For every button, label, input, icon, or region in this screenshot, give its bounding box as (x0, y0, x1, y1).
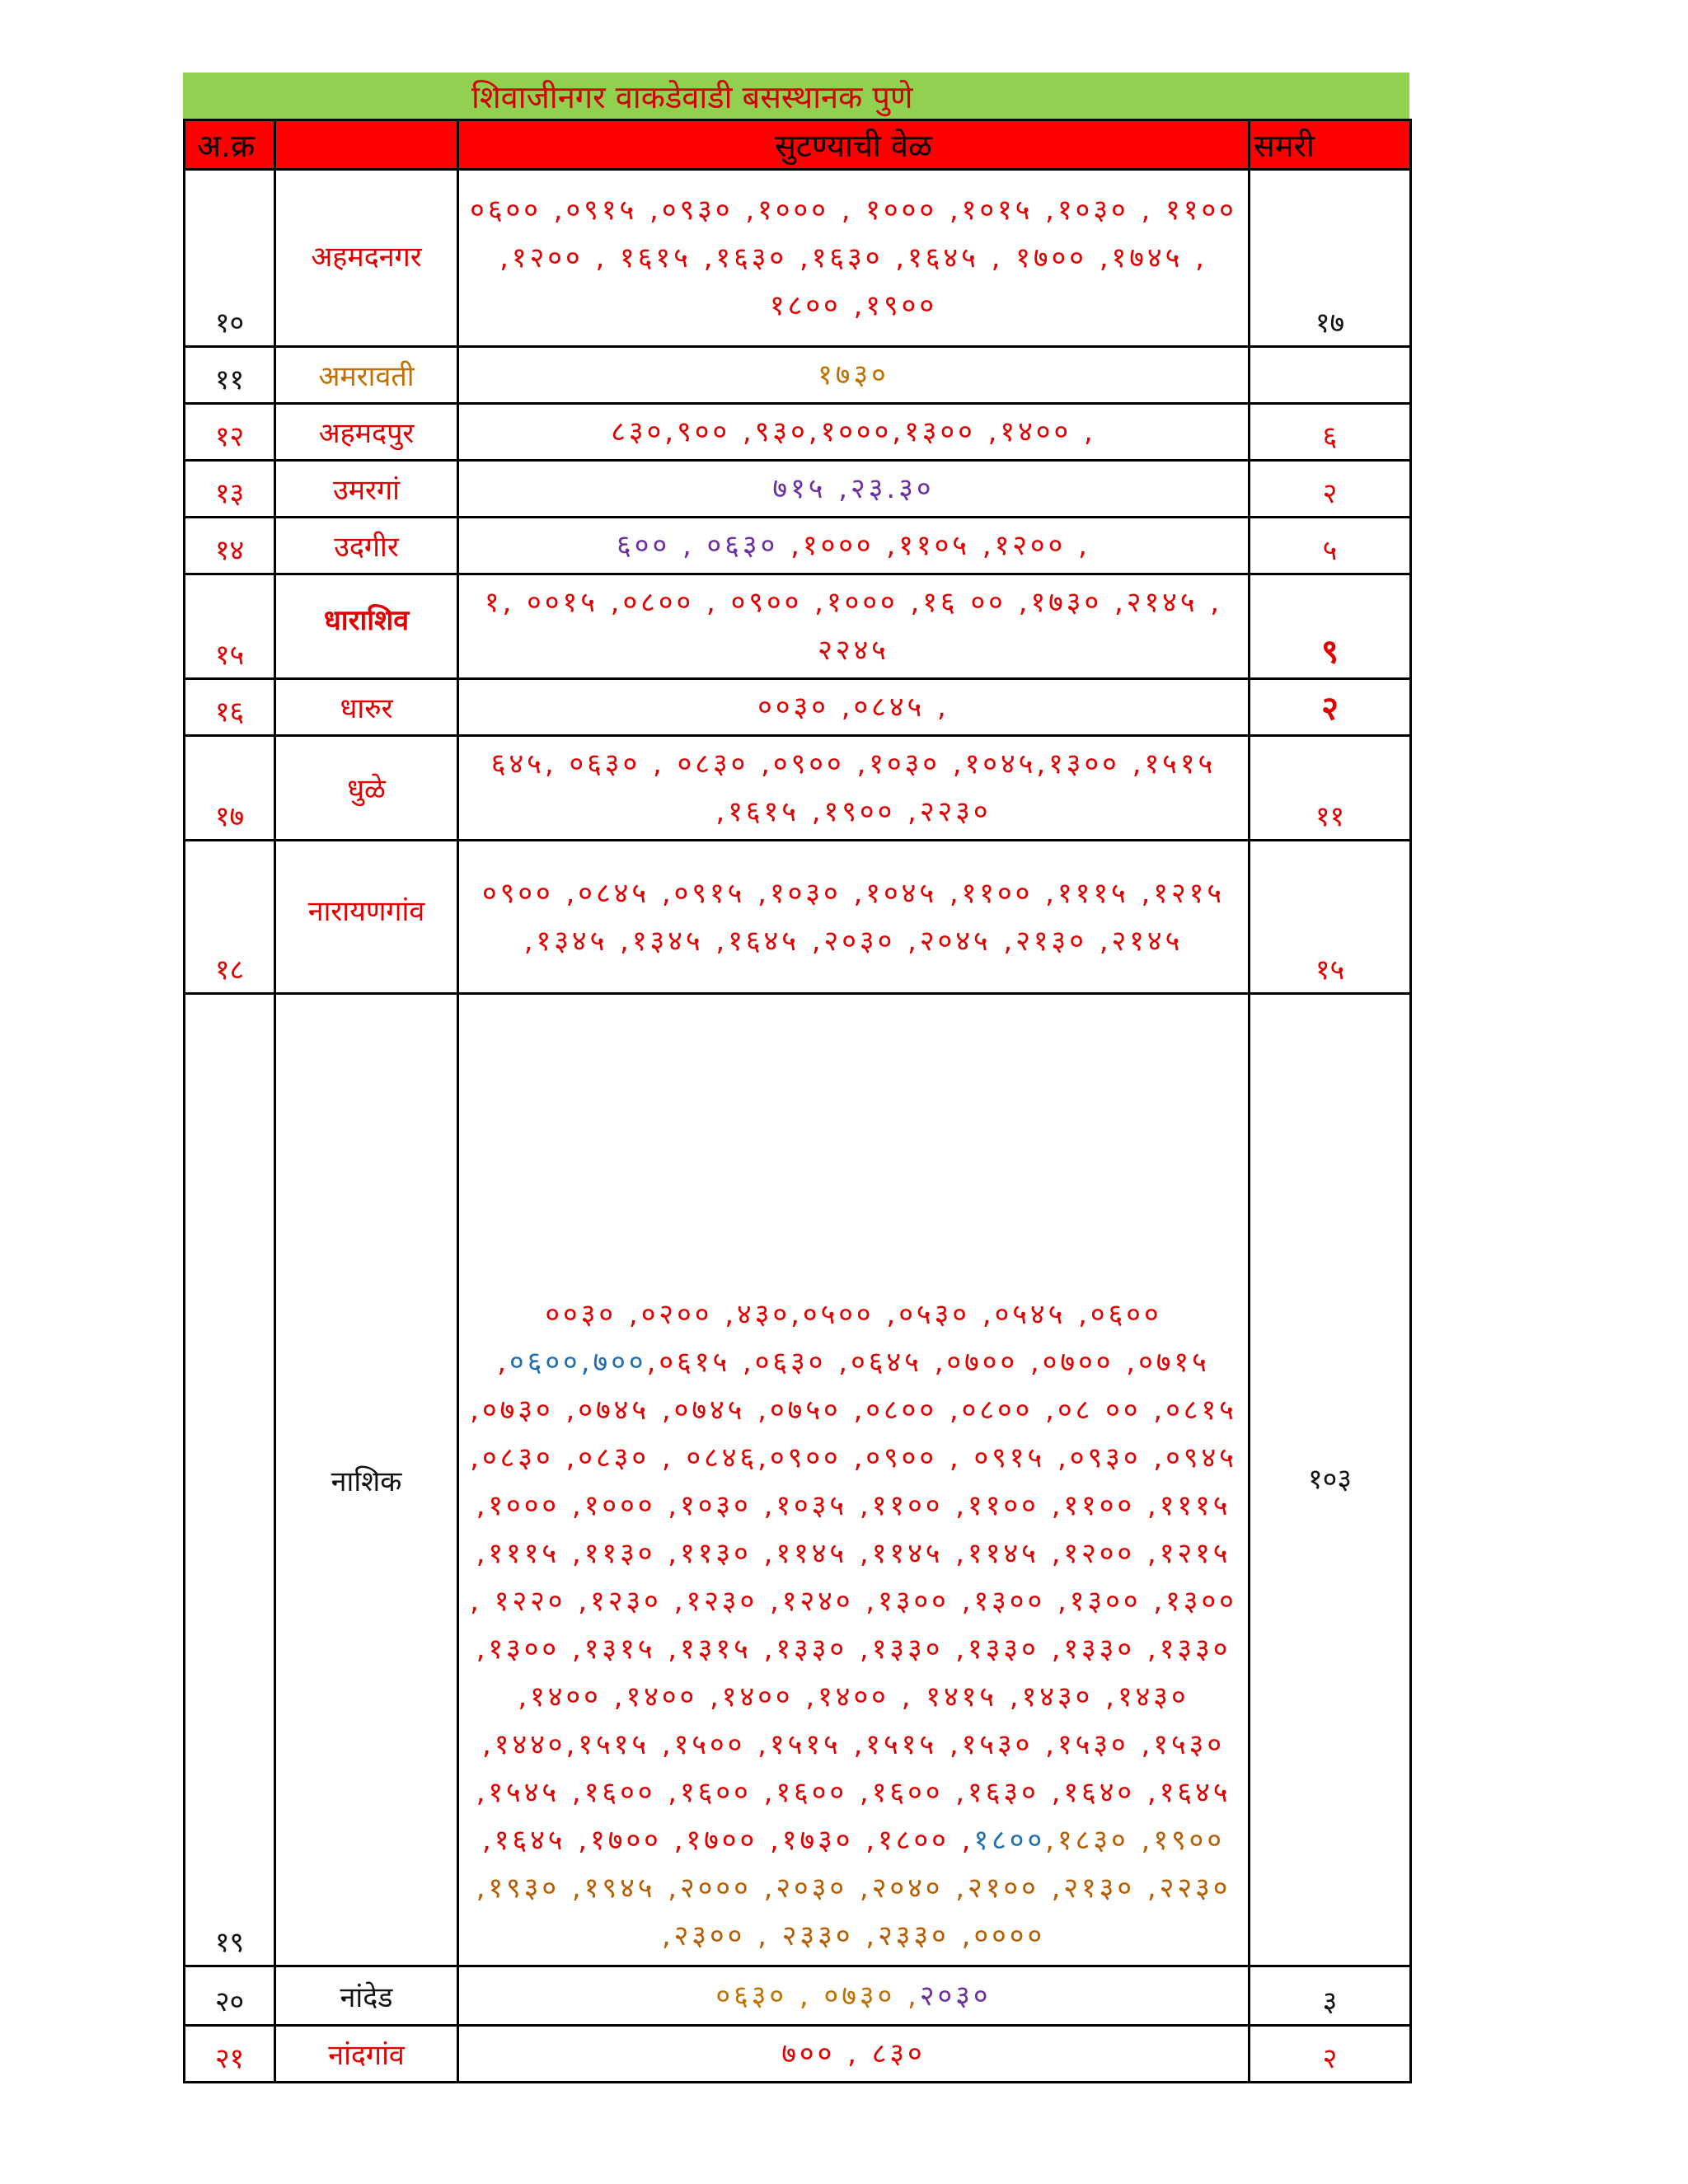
header-row (185, 120, 1411, 170)
header-departure-time: सुटण्याची वेळ (458, 120, 1250, 170)
times-cell (458, 518, 1250, 574)
summary-cell: ९ (1250, 574, 1411, 679)
times-cell: ७०० , ८३० (458, 2026, 1250, 2083)
times-segment-orange: ०६३० , ०७३० , (715, 1979, 920, 2013)
header-serial: अ.क्र (185, 120, 275, 170)
schedule-table (183, 119, 1412, 2083)
times-segment-red: ००३० ,०२०० ,४३०,०५०० ,०५३० ,०५४५ ,०६०० , (497, 1298, 1162, 1379)
header-summary: समरी (1250, 120, 1411, 170)
city-cell: नाशिक (275, 994, 458, 1966)
serial-cell: २० (185, 1966, 275, 2026)
serial-cell: १९ (185, 994, 275, 1966)
table-row (185, 736, 1411, 841)
summary-cell: २ (1250, 2026, 1411, 2083)
city-cell: उमरगां (275, 461, 458, 518)
times-segment-brown: ,१८३० ,१९०० ,१९३० ,१९४५ ,२००० ,२०३० ,२०४० ,२१०० ,२१३० ,२२३० ,२३०० , २३३० ,२३३० ,०००० (476, 1824, 1231, 1952)
serial-cell: १६ (185, 679, 275, 736)
summary-cell: १७ (1250, 170, 1411, 347)
city-cell: अहमदपुर (275, 404, 458, 461)
times-cell: ०६०० ,०९१५ ,०९३० ,१००० , १००० ,१०१५ ,१०३० , ११०० ,१२०० , १६१५ ,१६३० ,१६३० ,१६४५ , १७०० ,१७४५ , १८०० ,१९०० (458, 170, 1250, 347)
table-row (185, 574, 1411, 679)
times-cell: ६४५, ०६३० , ०८३० ,०९०० ,१०३० ,१०४५,१३०० ,१५१५ ,१६१५ ,१९०० ,२२३० (458, 736, 1250, 841)
serial-cell: १४ (185, 518, 275, 574)
city-cell: अमरावती (275, 347, 458, 404)
city-cell: अहमदनगर (275, 170, 458, 347)
table-row (185, 2026, 1411, 2083)
city-cell: उदगीर (275, 518, 458, 574)
table-row (185, 994, 1411, 1966)
city-cell: धाराशिव (275, 574, 458, 679)
times-cell: ८३०,९०० ,९३०,१०००,१३०० ,१४०० , (458, 404, 1250, 461)
bus-schedule-sheet (183, 73, 1409, 2083)
city-cell: धारुर (275, 679, 458, 736)
times-segment-red: ,१००० ,११०५ ,१२०० , (778, 529, 1090, 562)
summary-cell: २ (1250, 679, 1411, 736)
times-cell: १, ००१५ ,०८०० , ०९०० ,१००० ,१६ ०० ,१७३० ,२१४५ , २२४५ (458, 574, 1250, 679)
summary-cell (1250, 347, 1411, 404)
serial-cell: ११ (185, 347, 275, 404)
summary-cell: ३ (1250, 1966, 1411, 2026)
city-cell: नांदेड (275, 1966, 458, 2026)
header-city-blank (275, 120, 458, 170)
serial-cell: १३ (185, 461, 275, 518)
table-row (185, 170, 1411, 347)
serial-cell: १२ (185, 404, 275, 461)
table-row (185, 461, 1411, 518)
times-cell (458, 1966, 1250, 2026)
times-segment-purple: २०३० (919, 1979, 992, 2013)
summary-cell: ११ (1250, 736, 1411, 841)
table-row (185, 1966, 1411, 2026)
serial-cell: २१ (185, 2026, 275, 2083)
times-segment-blue: ०६००,७०० (509, 1346, 647, 1379)
serial-cell: १८ (185, 841, 275, 994)
summary-cell: ५ (1250, 518, 1411, 574)
serial-cell: १५ (185, 574, 275, 679)
sheet-title: शिवाजीनगर वाकडेवाडी बसस्थानक पुणे (183, 73, 1409, 119)
city-cell: धुळे (275, 736, 458, 841)
summary-cell: १५ (1250, 841, 1411, 994)
summary-cell: १०३ (1250, 994, 1411, 1966)
times-cell: १७३० (458, 347, 1250, 404)
city-cell: नांदगांव (275, 2026, 458, 2083)
table-row (185, 841, 1411, 994)
times-cell (458, 994, 1250, 1966)
times-segment-blue: १८०० (973, 1824, 1046, 1857)
times-segment-red: ,०६१५ ,०६३० ,०६४५ ,०७०० ,०७०० ,०७१५ ,०७३० ,०७४५ ,०७४५ ,०७५० ,०८०० ,०८०० ,०८ ०० ,०८१५ ,०८३० ,०८३० , ०८४६,०९०० ,०९०० , ०९१५ ,०९३० ,०९४५ ,१००० ,१००० ,१०३० ,१०३५ ,११०० ,११०० ,११०० ,१११५ ,१११५ ,११३० ,११३० ,११४५ ,११४५ ,११४५ ,१२०० ,१२१५ , १२२० ,१२३० ,१२३० ,१२४० ,१३०० ,१३०० ,१३०० ,१३०० ,१३०० ,१३१५ ,१३१५ ,१३३० ,१३३० ,१३३० ,१३३० ,१३३० ,१४०० ,१४०० ,१४०० ,१४०० , १४१५ ,१४३० ,१४३० ,१४४०,१५१५ ,१५०० ,१५१५ ,१५१५ ,१५३० ,१५३० ,१५३० ,१५४५ ,१६०० ,१६०० ,१६०० ,१६०० ,१६३० ,१६४० ,१६४५ ,१६४५ ,१७०० ,१७०० ,१७३० ,१८०० , (470, 1346, 1237, 1857)
serial-cell: १० (185, 170, 275, 347)
city-cell: नारायणगांव (275, 841, 458, 994)
summary-cell: २ (1250, 461, 1411, 518)
table-row (185, 404, 1411, 461)
summary-cell: ६ (1250, 404, 1411, 461)
times-cell: ७१५ ,२३.३० (458, 461, 1250, 518)
times-segment-purple: ६०० , ०६३० (617, 529, 779, 562)
table-row (185, 518, 1411, 574)
table-row (185, 347, 1411, 404)
table-row (185, 679, 1411, 736)
serial-cell: १७ (185, 736, 275, 841)
times-cell: ००३० ,०८४५ , (458, 679, 1250, 736)
times-cell: ०९०० ,०८४५ ,०९१५ ,१०३० ,१०४५ ,११०० ,१११५ ,१२१५ ,१३४५ ,१३४५ ,१६४५ ,२०३० ,२०४५ ,२१३० ,२१४५ (458, 841, 1250, 994)
